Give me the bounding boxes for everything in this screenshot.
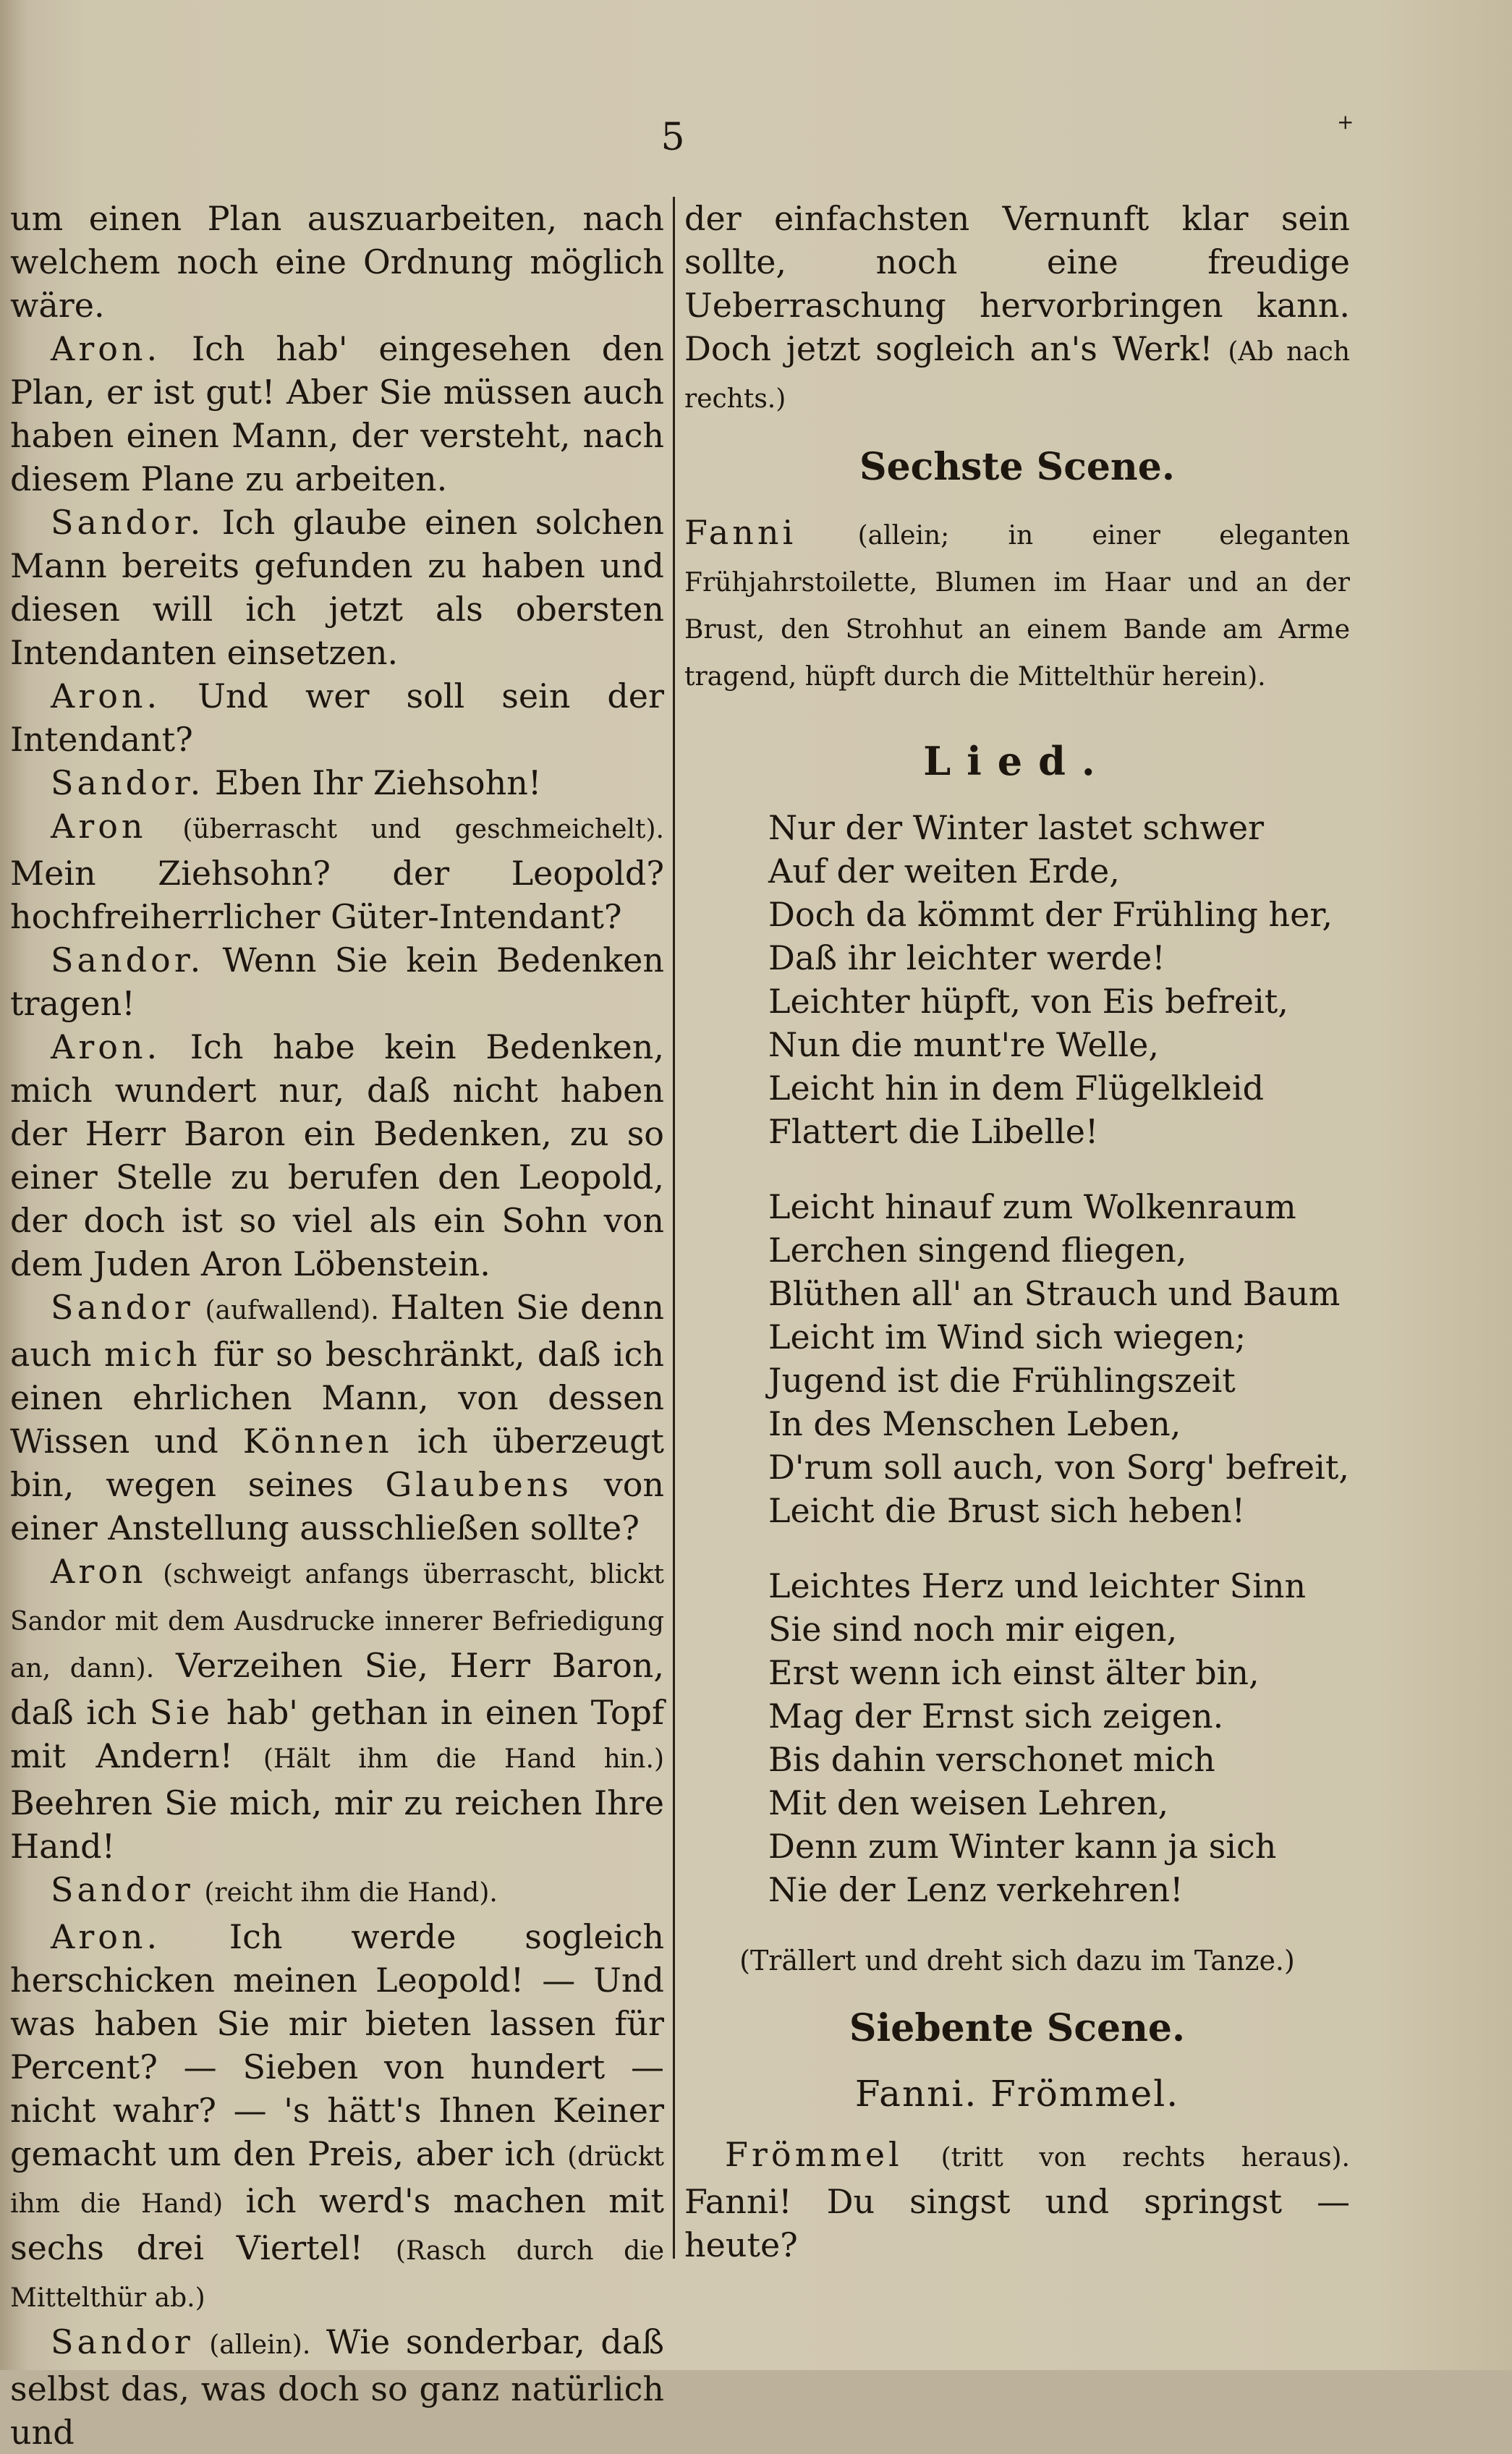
emphasis: mich	[103, 1335, 201, 1374]
dialogue-text: Eben Ihr Ziehsohn!	[214, 763, 542, 802]
stage-direction: (Rasch durch die Mittelthür ab.)	[10, 2236, 664, 2313]
dialogue-text: ich überzeugt bin, wegen seines	[10, 1422, 665, 1504]
verse-line: Nun die munt're Welle,	[768, 1025, 1159, 1064]
verse-line: Leicht die Brust sich heben!	[768, 1491, 1246, 1530]
stage-direction: (drückt ihm die Hand)	[10, 2142, 664, 2219]
paragraph	[10, 761, 664, 804]
left-column	[10, 197, 664, 2454]
dialogue-text: von einer Anstellung ausschließen sollte?	[10, 1465, 665, 1547]
paragraph	[10, 1868, 664, 1915]
speaker-name: Aron.	[51, 329, 161, 368]
speaker-name: Sandor.	[51, 503, 205, 542]
song-stanza	[684, 1185, 1350, 1532]
verse-line: Denn zum Winter kann ja sich	[768, 1827, 1277, 1866]
speaker-name: Sandor.	[51, 941, 205, 980]
verse-line: Leicht im Wind sich wiegen;	[768, 1317, 1246, 1357]
verse-line: Mag der Ernst sich zeigen.	[768, 1697, 1224, 1736]
paragraph	[10, 674, 664, 761]
dialogue-text: Fanni! Du singst und springst — heute?	[684, 2182, 1350, 2264]
verse-line: Doch da kömmt der Frühling her,	[768, 895, 1333, 934]
speaker-name: Sandor	[51, 1870, 194, 1909]
dialogue-text: Wenn Sie kein Bedenken tragen!	[10, 941, 664, 1023]
speaker-name: Sandor	[51, 1288, 194, 1327]
dialogue-text: ich werd's machen mit sechs drei Viertel!	[10, 2181, 664, 2267]
verse-line: Blüthen all' an Strauch und Baum	[768, 1274, 1341, 1313]
paragraph: um einen Plan auszuarbeiten, nach welchem noch eine Ordnung möglich wäre.	[10, 199, 664, 325]
paragraph	[684, 2133, 1350, 2267]
stage-direction: (allein).	[209, 2330, 311, 2360]
dialogue-text: Ich hab' eingesehen den Plan, er ist gut! Aber Sie müssen auch haben einen Mann, der versteht, nach diesem Plane zu arbeiten.	[10, 329, 664, 498]
dialogue-text: Verzeihen Sie, Herr Baron, daß ich	[10, 1646, 665, 1732]
corner-mark: +	[1337, 110, 1354, 134]
paragraph	[10, 1025, 664, 1286]
verse-line: Bis dahin verschonet mich	[768, 1740, 1215, 1779]
verse-line: Nur der Winter lastet schwer	[768, 808, 1265, 847]
verse-line: Leichter hüpft, von Eis befreit,	[768, 982, 1288, 1021]
stage-direction: (überrascht und geschmeichelt).	[182, 815, 664, 844]
verse-line: Lerchen singend fliegen,	[768, 1231, 1187, 1270]
scene-heading: Siebente Scene.	[849, 2006, 1186, 2050]
stage-direction: (aufwallend).	[205, 1296, 379, 1325]
verse-line: Erst wenn ich einst älter bin,	[768, 1653, 1260, 1692]
stage-direction: (schweigt anfangs überrascht, blickt Sandor mit dem Ausdrucke innerer Befriedigung an, dann).	[10, 1560, 664, 1684]
paragraph	[10, 804, 664, 938]
paragraph	[10, 1550, 664, 1868]
stage-direction: (Hält ihm die Hand hin.)	[263, 1744, 664, 1774]
verse-line: Nie der Lenz verkehren!	[768, 1870, 1184, 1909]
right-column	[684, 197, 1350, 2267]
scene-cast: Fanni. Frömmel.	[854, 2073, 1180, 2115]
stage-direction: (Ab nach rechts.)	[684, 337, 1351, 414]
verse-line: Auf der weiten Erde,	[768, 852, 1120, 891]
scene-heading: Sechste Scene.	[859, 445, 1175, 489]
speaker-name: Sandor.	[51, 763, 205, 802]
dialogue-text: Ich werde sogleich herschicken meinen Leopold! — Und was haben Sie mir bieten lassen für Percent? — Sieben von hundert — nicht wahr? — 's hätt's Ihnen Keiner gemacht um den Preis, aber ich	[10, 1917, 664, 2173]
verse-line: Mit den weisen Lehren,	[768, 1783, 1169, 1822]
song-title: Lied.	[923, 738, 1111, 784]
verse-line: Daß ihr leichter werde!	[768, 938, 1165, 977]
verse-line: Sie sind noch mir eigen,	[768, 1610, 1178, 1649]
verse-line: D'rum soll auch, von Sorg' befreit,	[768, 1448, 1349, 1487]
speaker-name: Sandor	[51, 2322, 194, 2361]
stage-direction: (tritt von rechts heraus).	[940, 2143, 1351, 2173]
dialogue-text: Ich glaube einen solchen Mann bereits gefunden zu haben und diesen will ich jetzt als obersten Intendanten einsetzen.	[10, 503, 665, 672]
paragraph	[10, 938, 664, 1025]
dialogue-text: hab' gethan in einen Topf mit Andern!	[10, 1693, 664, 1775]
verse-line: Jugend ist die Frühlingszeit	[768, 1361, 1236, 1400]
dialogue-text: Wie sonderbar, daß selbst das, was doch so ganz natürlich und	[10, 2322, 664, 2452]
paragraph	[10, 2320, 664, 2454]
speaker-name: Aron	[51, 1552, 147, 1591]
verse-line: Flattert die Libelle!	[768, 1112, 1099, 1151]
speaker-name: Frömmel	[725, 2135, 903, 2174]
verse-line: Leicht hinauf zum Wolkenraum	[768, 1187, 1296, 1226]
dialogue-text: Mein Ziehsohn? der Leopold? hochfreiherrlicher Güter-Intendant?	[10, 854, 664, 936]
emphasis: Glaubens	[385, 1465, 572, 1504]
dialogue-text: Ich habe kein Bedenken, mich wundert nur, daß nicht haben der Herr Baron ein Bedenken, zu so einer Stelle zu berufen den Leopold, der doch ist so viel als ein Sohn von dem Juden	[10, 1027, 665, 1283]
dialogue-text: Beehren Sie mich, mir zu reichen Ihre Hand!	[10, 1783, 664, 1866]
speaker-name: Aron	[51, 807, 147, 846]
dialogue-text: Aron Löbenstein.	[200, 1244, 490, 1283]
emphasis: Können	[242, 1422, 393, 1461]
paragraph	[10, 327, 664, 501]
verse-line: In des Menschen Leben,	[768, 1404, 1181, 1443]
paragraph	[684, 511, 1350, 699]
emphasis: Sie	[149, 1693, 214, 1732]
speaker-name: Aron.	[51, 676, 161, 716]
dialogue-text: Und wer soll sein der Intendant?	[10, 676, 665, 759]
page-number: 5	[661, 116, 685, 159]
column-divider	[673, 197, 675, 2259]
verse-line: Leicht hin in dem Flügelkleid	[768, 1069, 1265, 1108]
stage-direction: (reicht ihm die Hand).	[204, 1878, 498, 1908]
dialogue-text: Halten Sie denn auch	[10, 1288, 665, 1374]
speaker-name: Fanni	[684, 513, 797, 552]
stage-direction: (Trällert und dreht sich dazu im Tanze.)	[739, 1945, 1295, 1977]
speaker-name: Aron.	[51, 1027, 161, 1066]
paragraph	[684, 197, 1350, 421]
dialogue-text: für so beschränkt, daß ich einen ehrlichen Mann, von dessen Wissen und	[10, 1335, 665, 1461]
song-stanza	[684, 1564, 1350, 1911]
speaker-name: Aron.	[51, 1917, 161, 1956]
verse-line: Leichtes Herz und leichter Sinn	[768, 1566, 1307, 1605]
dialogue-text: der einfachsten Vernunft klar sein sollte, noch eine freudige Ueberraschung hervorbringen kann. Doch jetzt sogleich an's Werk!	[684, 199, 1350, 368]
paragraph	[10, 1286, 664, 1550]
song-stanza	[684, 806, 1350, 1153]
paragraph	[10, 1915, 664, 2320]
paragraph	[10, 501, 664, 674]
stage-direction: (allein; in einer eleganten Frühjahrstoilette, Blumen im Haar und an der Brust, den Strohhut an einem Bande am Arme tragend, hüpft durch die Mittelthür herein).	[684, 521, 1350, 692]
